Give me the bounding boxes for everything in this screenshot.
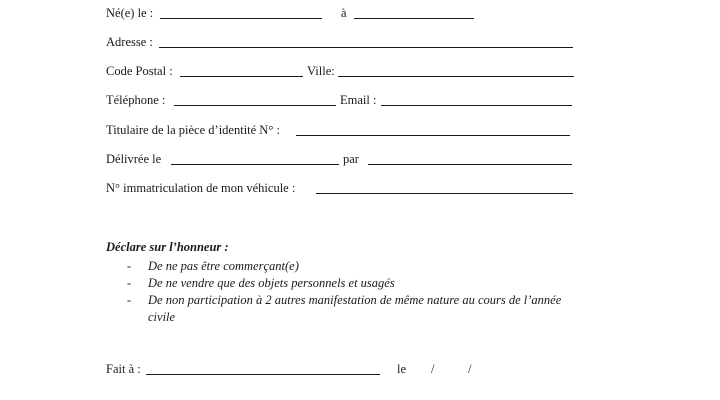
date-separator: / [468,362,472,376]
issued-date-field[interactable] [171,164,339,165]
vehicle-label: N° immatriculation de mon véhicule : [106,181,296,195]
email-field[interactable] [381,105,572,106]
email-label: Email : [340,93,377,107]
date-label: le [397,362,407,376]
postal-code-label: Code Postal : [106,64,173,78]
address-label: Adresse : [106,35,153,49]
issued-label: Délivrée le [106,152,162,166]
phone-field[interactable] [174,105,336,106]
bullet-dash: - [127,259,132,273]
city-label: Ville: [307,64,335,78]
born-label: Né(e) le : [106,6,154,20]
bullet-dash: - [127,293,132,307]
phone-label: Téléphone : [106,93,166,107]
id-number-field[interactable] [296,135,570,136]
made-at-label: Fait à : [106,362,141,376]
made-at-field[interactable] [146,374,380,375]
declaration-item-continuation: civile [148,310,176,324]
born-at-label: à [341,6,347,20]
postal-code-field[interactable] [180,76,303,77]
declaration-item: De non participation à 2 autres manifestation de même nature au cours de l’année [148,293,562,307]
born-place-field[interactable] [354,18,474,19]
declaration-item: De ne vendre que des objets personnels et usagés [148,276,395,290]
declaration-heading: Déclare sur l’honneur : [106,240,229,254]
issued-by-field[interactable] [368,164,572,165]
city-field[interactable] [338,76,574,77]
bullet-dash: - [127,276,132,290]
address-field[interactable] [159,47,573,48]
born-date-field[interactable] [160,18,322,19]
vehicle-registration-field[interactable] [316,193,573,194]
date-separator: / [431,362,435,376]
issued-by-label: par [343,152,359,166]
declaration-item: De ne pas être commerçant(e) [148,259,299,273]
id-holder-label: Titulaire de la pièce d’identité N° : [106,123,280,137]
